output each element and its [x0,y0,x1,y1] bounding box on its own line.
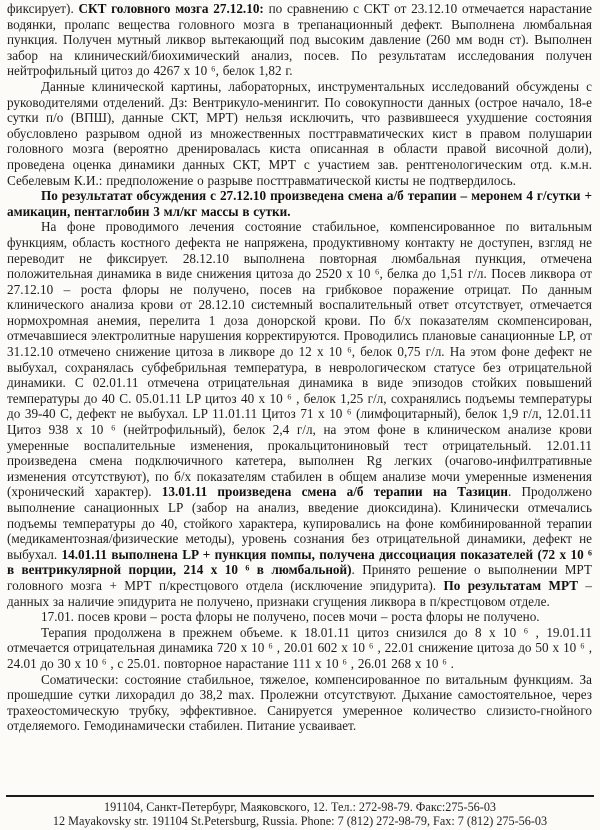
paragraph-therapy-change [7,188,592,219]
text-run: по сравнению с СКТ от 23.12.10 отмечается нарастание водянки, пролапс вещества головного мозга в трепанационный дефект. Выполнена люмбальная пункция. Получен мутный ликвор вытекающий под высоким давление (260 мм водн ст). Выполнен забор на клинический/биохимический анализ, посев. По результатам исследования получен нейтрофильный цитоз до 4267 x 10 ⁶, белок 1,82 г. [7,1,592,79]
paragraph-cultures [7,609,592,625]
text-run: Соматически: состояние стабильное, тяжелое, компенсированное по витальным функциям. За прошедшие сутки лихорадил до 38,2 max. Пролежни отсутствуют. Дыхание самостоятельное, через трахеостомическую трубку, эффективное. Санируется умеренное количество слизисто-гнойного отделяемого. Гемодинамически стабилен. Питание усваивает. [7,671,592,734]
text-run: 17.01. посев крови – роста флоры не получено, посев мочи – роста флоры не получено. [41,609,540,625]
text-run-bold: По результатат обсуждения с 27.12.10 произведена смена а/б терапии – меронем 4 г/сутки + амикацин, пентаглобин 3 мл/кг массы в сутки. [7,188,592,219]
text-run: Терапия продолжена в прежнем объеме. к 18.01.11 цитоз снизился до 8 x 10 ⁶ , 19.01.11 отмечается отрицательная динамика 720 x 10 ⁶ , 20.01 602 x 10 ⁶ , 22.01 снижение цитоза до 50 x 10 ⁶ , 24.01 до 30 x 10 ⁶ , с 25.01. повторное нарастание 111 x 10 ⁶ , 26.01 268 x 10 ⁶ . [7,624,592,671]
text-run-bold: 14.01.11 выполнена LP + пункция помпы, получена диссоциация показателей (72 x 10 ⁶ в вентрикулярной порции, 214 x 10 ⁶ в люмбальной) [7,546,592,578]
text-run: Данные клинической картины, лабораторных, инструментальных исследований обсуждены с руководителями отделений. Дз: Вентрикуло-менингит. По совокупности данных (острое начало, 18-е сутки п/о (ВПШ), данные СКТ, МРТ) нельзя исключить, что развившееся ухудшение состояния обусловлено разрывом одной из множественных посттравматических кист в правом полушарии головного мозга (вероятно дренировалась киста описанная в области правой височной доли), проведена оценка динамики данных СКТ, МРТ с участием зав. рентгенологическим отд. к.м.н. Себелевым К.И.: предположение о разрыве посттравматической кисты не подтвердилось. [7,78,592,188]
text-run: – данных за наличие эпидурита не получено, признаки сгущения ликвора в п/крестцовом отделе. [7,577,593,609]
paragraph-diagnosis-discussion [7,79,592,188]
text-run: . Принято решение о выполнении МРТ головного мозга + МРТ п/крестцового отдела (исключение эпидурита). [7,562,592,593]
footer [6,795,594,829]
text-run-bold: 13.01.11 произведена смена а/б терапии на Тазицин [161,484,508,500]
paragraph-treatment-course [7,219,592,609]
footer-address-ru: 191104, Санкт-Петербург, Маяковского, 12. Тел.: 272-98-79. Факс:275-56-03 [103,799,497,814]
text-run: . Продолжено выполнение санационных LP (забор на анализ, введение диоксидина). Клинически отмечались подъемы температуры до 40, стойкого характера, купировались на фоне комбинированной терапии (медикаментозная/физические методы), уровень сознания без отрицательной динамики, дефект не выбухал. [7,484,592,562]
footer-address-en: 12 Mayakovsky str. 191104 St.Petersburg, Russia. Phone: 7 (812) 272-98-79, Fax: 7 (812) 275-56-03 [52,814,548,829]
paragraph-skt-brain [7,1,592,79]
text-run: фиксирует). [7,1,79,16]
text-run-bold: По результатам МРТ [443,577,579,593]
footer-divider [6,795,594,797]
text-run: На фоне проводимого лечения состояние стабильное, компенсированное по витальным функциям, область костного дефекта не напряжена, продуктивному контакту не доступен, взгляд не переводит не фиксирует. 28.12.10 выполнена повторная люмбальная пункция, отмечена положительная динамика в виде снижения цитоза до 2520 x 10 ⁶, белка до 1,51 г/л. Посев ликвора от 27.12.10 – роста флоры не получено, посев на грибковое поражение отрицат. По данным клинического анализа крови от 28.12.10 системный воспалительный ответ отсутствует, отмечается нормохромная анемия, перелита 1 доза донорской крови. По б/х показателям скомпенсирован, отмечавшиеся электролитные нарушения корректируются. Проводились плановые санационные LP, от 31.12.10 отмечено снижение цитоза в ликворе до 12 x 10 ⁶, белок 0,75 г/л. На этом фоне дефект не выбухал, сохранялась субфебрильная температура, в неврологическом статусе без отрицательной динамики. С 02.01.11 отмечена отрицательная динамика в виде эпизодов стойких повышений температуры до 40 С. 05.01.11 LP цитоз 40 x 10 ⁶ , белок 1,25 г/л, сохранялись подъемы температуры до 39-40 С, дефект не выбухал. LP 11.01.11 Цитоз 71 x 10 ⁶ (лимфоцитарный), белок 1,9 г/л, 12.01.11 Цитоз 938 x 10 ⁶ (нейтрофильный), белок 2,4 г/л, на этом фоне в клиническом анализе крови умеренные воспалительные изменения, прокальцитониновый тест отрицательный. 12.01.11 произведена смена подключичного катетера, выполнен Rg легких (очагово-инфилтративные изменения отсутствуют), по б/х показателям стабилен в общем анализе мочи умеренные изменения (хронический характер). [7,219,592,500]
text-run-bold: СКТ головного мозга 27.12.10: [78,1,264,16]
paragraph-cytosis-dynamics [7,625,592,672]
paragraph-somatic-status [7,672,592,734]
